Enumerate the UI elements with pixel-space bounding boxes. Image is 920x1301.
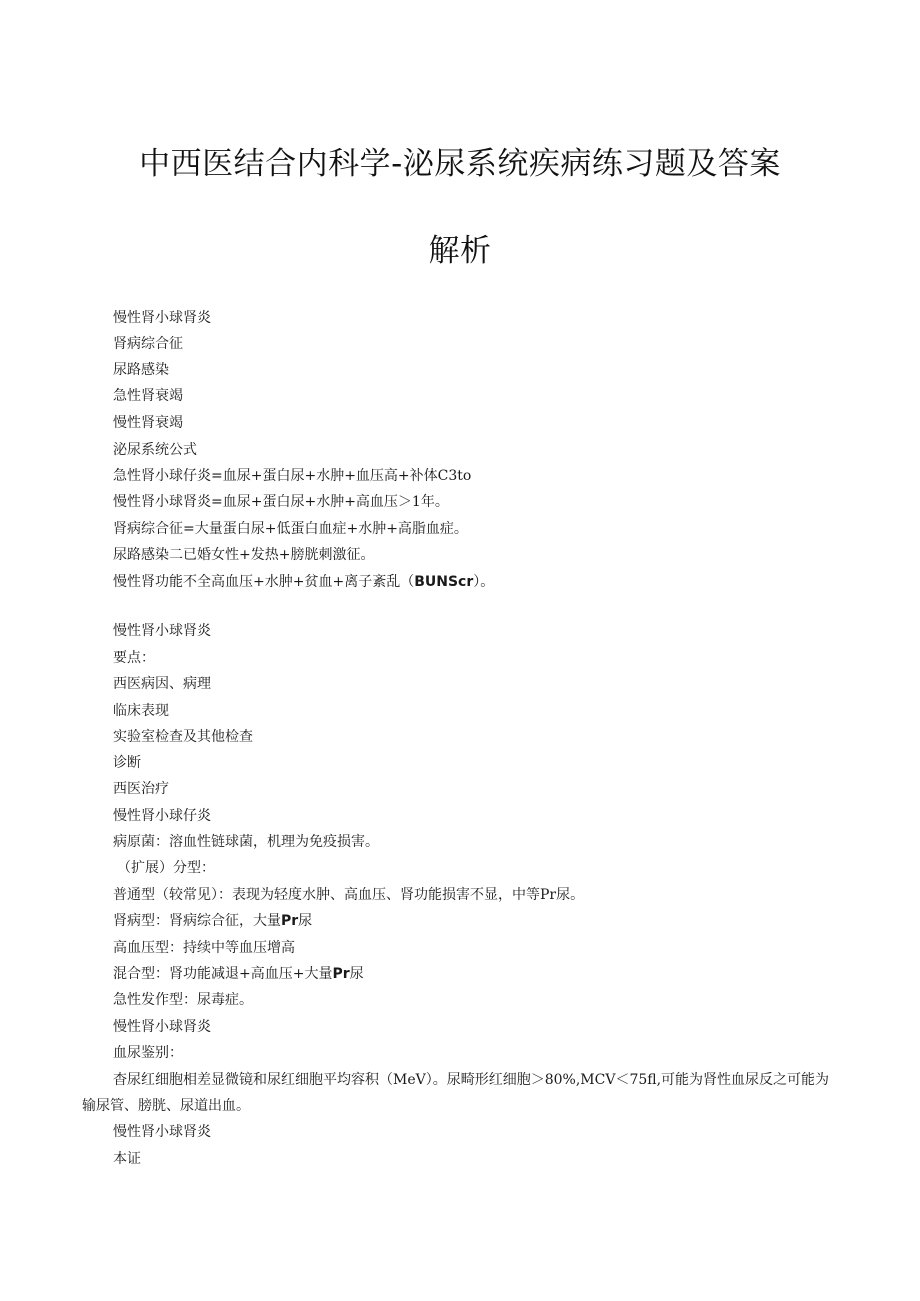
list-item: 病原菌：溶血性链球菌，机理为免疫损害。 [113,834,379,850]
list-item: 高血压型：持续中等血压增高 [113,940,295,956]
topic-item: 慢性肾小球肾炎 [113,310,211,326]
list-text: 尿 [298,913,313,929]
topic-item: 急性肾衰竭 [113,388,183,404]
section-heading: 慢性肾小球肾炎 [113,1019,211,1035]
list-item [113,964,364,984]
list-text: 混合型：肾功能减退+高血压+大量 [113,966,333,982]
section-heading: 慢性肾小球肾炎 [113,623,211,639]
bold-term: Pr [332,966,350,982]
formula-bold-term: BUNScr [414,574,474,590]
list-item: 西医治疗 [113,781,169,797]
list-item: 西医病因、病理 [113,676,211,692]
list-item: 急性发作型：尿毒症。 [113,992,253,1008]
section-heading: 慢性肾小球肾炎 [113,1124,211,1140]
formula-line: 慢性肾小球肾炎=血尿+蛋白尿+水肿+高血压＞1年。 [113,494,449,510]
section-heading: 泌尿系统公式 [113,442,197,458]
document-title-line-2: 解析 [428,233,492,269]
list-item: 本证 [113,1151,141,1167]
list-text: 尿 [349,966,364,982]
list-item: （扩展）分型： [117,860,215,876]
list-item: 临床表现 [113,703,169,719]
list-text: 肾病型：肾病综合征，大量 [113,913,281,929]
topic-item: 肾病综合征 [113,336,183,352]
section-heading: 慢性肾小球仔炎 [113,808,211,824]
document-title-line-1: 中西医结合内科学-泌尿系统疾病练习题及答案 [139,146,781,182]
formula-line: 急性肾小球仔炎=血尿+蛋白尿+水肿+血压高+补体C3to [113,468,472,484]
topic-item: 尿路感染 [113,362,169,378]
formula-line: 尿路感染二已婚女性+发热+膀胱刺激征。 [113,547,375,563]
topic-item: 慢性肾衰竭 [113,415,183,431]
formula-line: 肾病综合征=大量蛋白尿+低蛋白血症+水肿+高脂血症。 [113,521,468,537]
formula-text: 慢性肾功能不全高血压+水肿+贫血+离子紊乱（ [113,574,415,590]
formula-line [113,572,494,592]
hematuria-paragraph: 杳尿红细胞相差显微镜和尿红细胞平均容积（MeV）。尿畸形红细胞＞80%,MCV＜75fl,可能为肾性血尿反之可能为输尿管、膀胱、尿道出血。 [82,1072,830,1114]
list-item: 普通型（较常见）：表现为轻度水肿、高血压、肾功能损害不显，中等Pr尿。 [113,887,585,903]
list-item: 实验室检查及其他检查 [113,729,253,745]
list-item: 诊断 [113,755,141,771]
bold-term: Pr [281,913,299,929]
list-item: 要点： [113,650,155,666]
formula-text: ）。 [473,574,495,590]
list-item [113,911,312,931]
list-item: 血尿鉴别： [113,1045,183,1061]
